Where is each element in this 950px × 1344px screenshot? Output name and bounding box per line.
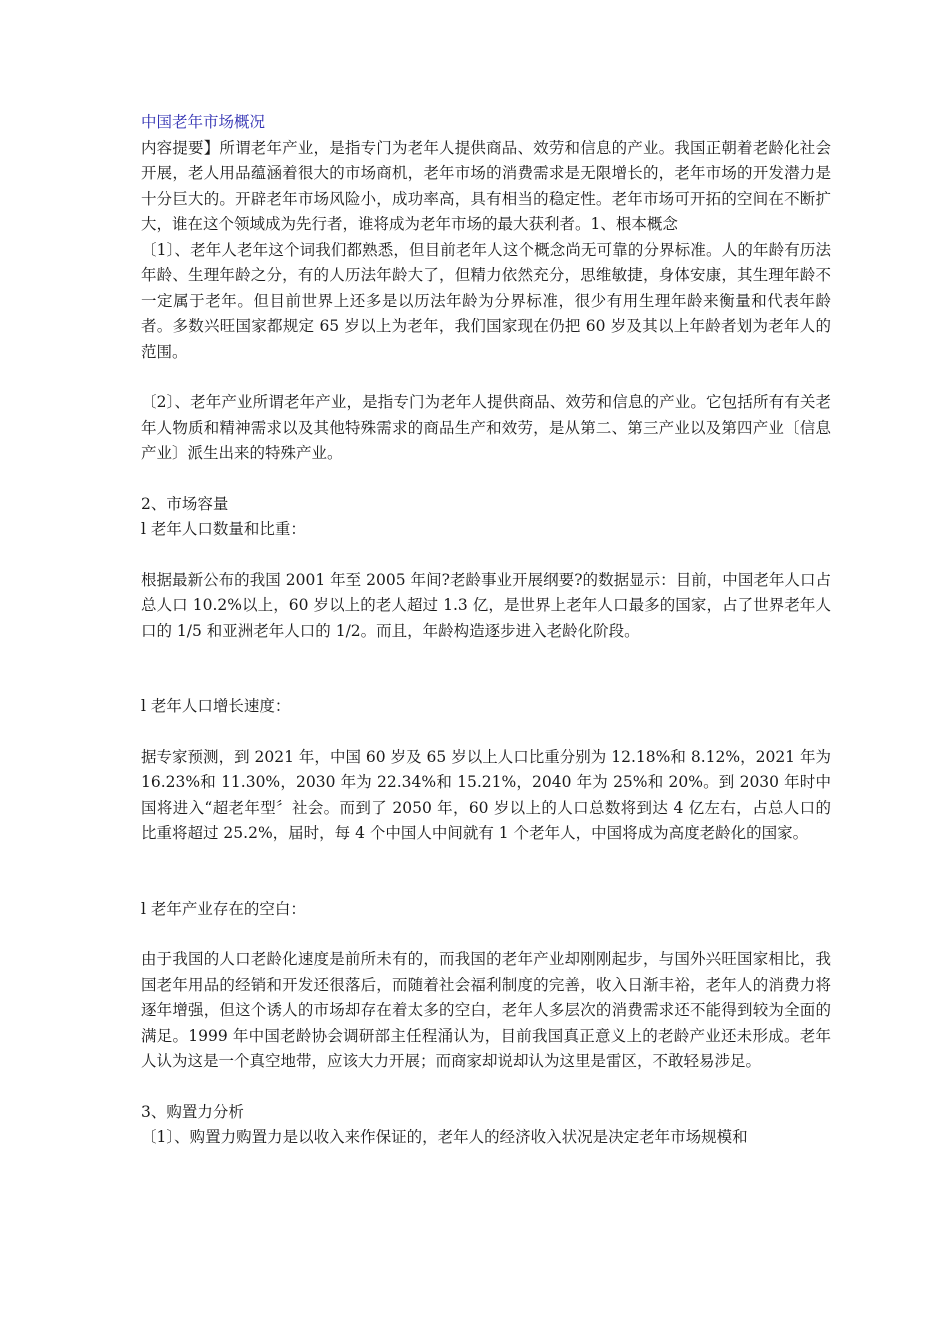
subheading-population-share: l 老年人口数量和比重： <box>141 520 306 538</box>
spacer <box>141 1075 831 1100</box>
paragraph-growth-forecast: 据专家预测，到 2021 年，中国 60 岁及 65 岁以上人口比重分别为 12.18%和 8.12%，2021 年为 16.23%和 11.30%，2030 年为 22.34%和 15.21%，2040 年为 25%和 20%。到 2030 年时中国将进入“超老年型〞社会。而到了 2050 年，60 岁以上的人口总数将到达 4 亿左右，占总人口的比重将超过 25.2%，届时，每 4 个中国人中间就有 1 个老年人，中国将成为高度老龄化的国家。 <box>141 747 831 842</box>
spacer <box>141 467 831 492</box>
subheading-growth-rate: l 老年人口增长速度： <box>141 697 291 715</box>
spacer <box>141 365 831 390</box>
spacer <box>141 543 831 568</box>
document-page <box>141 110 831 1151</box>
spacer <box>141 644 831 694</box>
spacer <box>141 847 831 897</box>
paragraph-population-data: 根据最新公布的我国 2001 年至 2005 年间?老龄事业开展纲要?的数据显示：目前，中国老年人口占总人口 10.2%以上，60 岁以上的老人超过 1.3 亿，是世界上老年人口最多的国家，占了世界老年人口的 1/5 和亚洲老年人口的 1/2。而且，年龄构造逐步进入老龄化阶段。 <box>141 570 831 640</box>
paragraph-elderly-industry: 〔2〕、老年产业所谓老年产业，是指专门为老年人提供商品、效劳和信息的产业。它包括所有有关老年人物质和精神需求以及其他特殊需求的商品生产和效劳，是从第二、第三产业以及第四产业〔信息产业〕派生出来的特殊产业。 <box>141 393 831 462</box>
document-title[interactable]: 中国老年市场概况 <box>141 113 266 131</box>
paragraph-industry-gap: 由于我国的人口老龄化速度是前所未有的，而我国的老年产业却刚刚起步，与国外兴旺国家相比，我国老年用品的经销和开发还很落后，而随着社会福利制度的完善，收入日渐丰裕，老年人的消费力将逐年增强，但这个诱人的市场却存在着太多的空白，老年人多层次的消费需求还不能得到较为全面的满足。1999 年中国老龄协会调研部主任程涌认为，目前我国真正意义上的老龄产业还未形成。老年人认为这是一个真空地带，应该大力开展；而商家却说却认为这里是雷区，不敢轻易涉足。 <box>141 950 831 1070</box>
paragraph-purchasing-power: 〔1〕、购置力购置力是以收入来作保证的，老年人的经济收入状况是决定老年市场规模和 <box>141 1128 748 1146</box>
subheading-industry-gap: l 老年产业存在的空白： <box>141 899 306 918</box>
spacer <box>141 922 831 947</box>
abstract-paragraph: 内容提要】所谓老年产业，是指专门为老年人提供商品、效劳和信息的产业。我国正朝着老龄化社会开展，老人用品蕴涵着很大的市场商机，老年市场的消费需求是无限增长的，老年市场的开发潜力是十分巨大的。开辟老年市场风险小，成功率高，具有相当的稳定性。老年市场可开拓的空间在不断扩大，谁在这个领域成为先行者，谁将成为老年市场的最大获利者。1、根本概念 <box>141 138 831 233</box>
section-heading-market-capacity: 2、市场容量 <box>141 494 229 513</box>
paragraph-elderly-definition: 〔1〕、老年人老年这个词我们都熟悉，但目前老年人这个概念尚无可靠的分界标准。人的年龄有历法年龄、生理年龄之分，有的人历法年龄大了，但精力依然充分，思维敏捷，身体安康，其生理年龄不一定属于老年。但目前世界上还多是以历法年龄为分界标准，很少有用生理年龄来衡量和代表年龄者。多数兴旺国家都规定 65 岁以上为老年，我们国家现在仍把 60 岁及其以上年龄者划为老年人的范围。 <box>141 240 831 361</box>
section-heading-purchasing-power: 3、购置力分析 <box>141 1102 244 1121</box>
spacer <box>141 720 831 745</box>
